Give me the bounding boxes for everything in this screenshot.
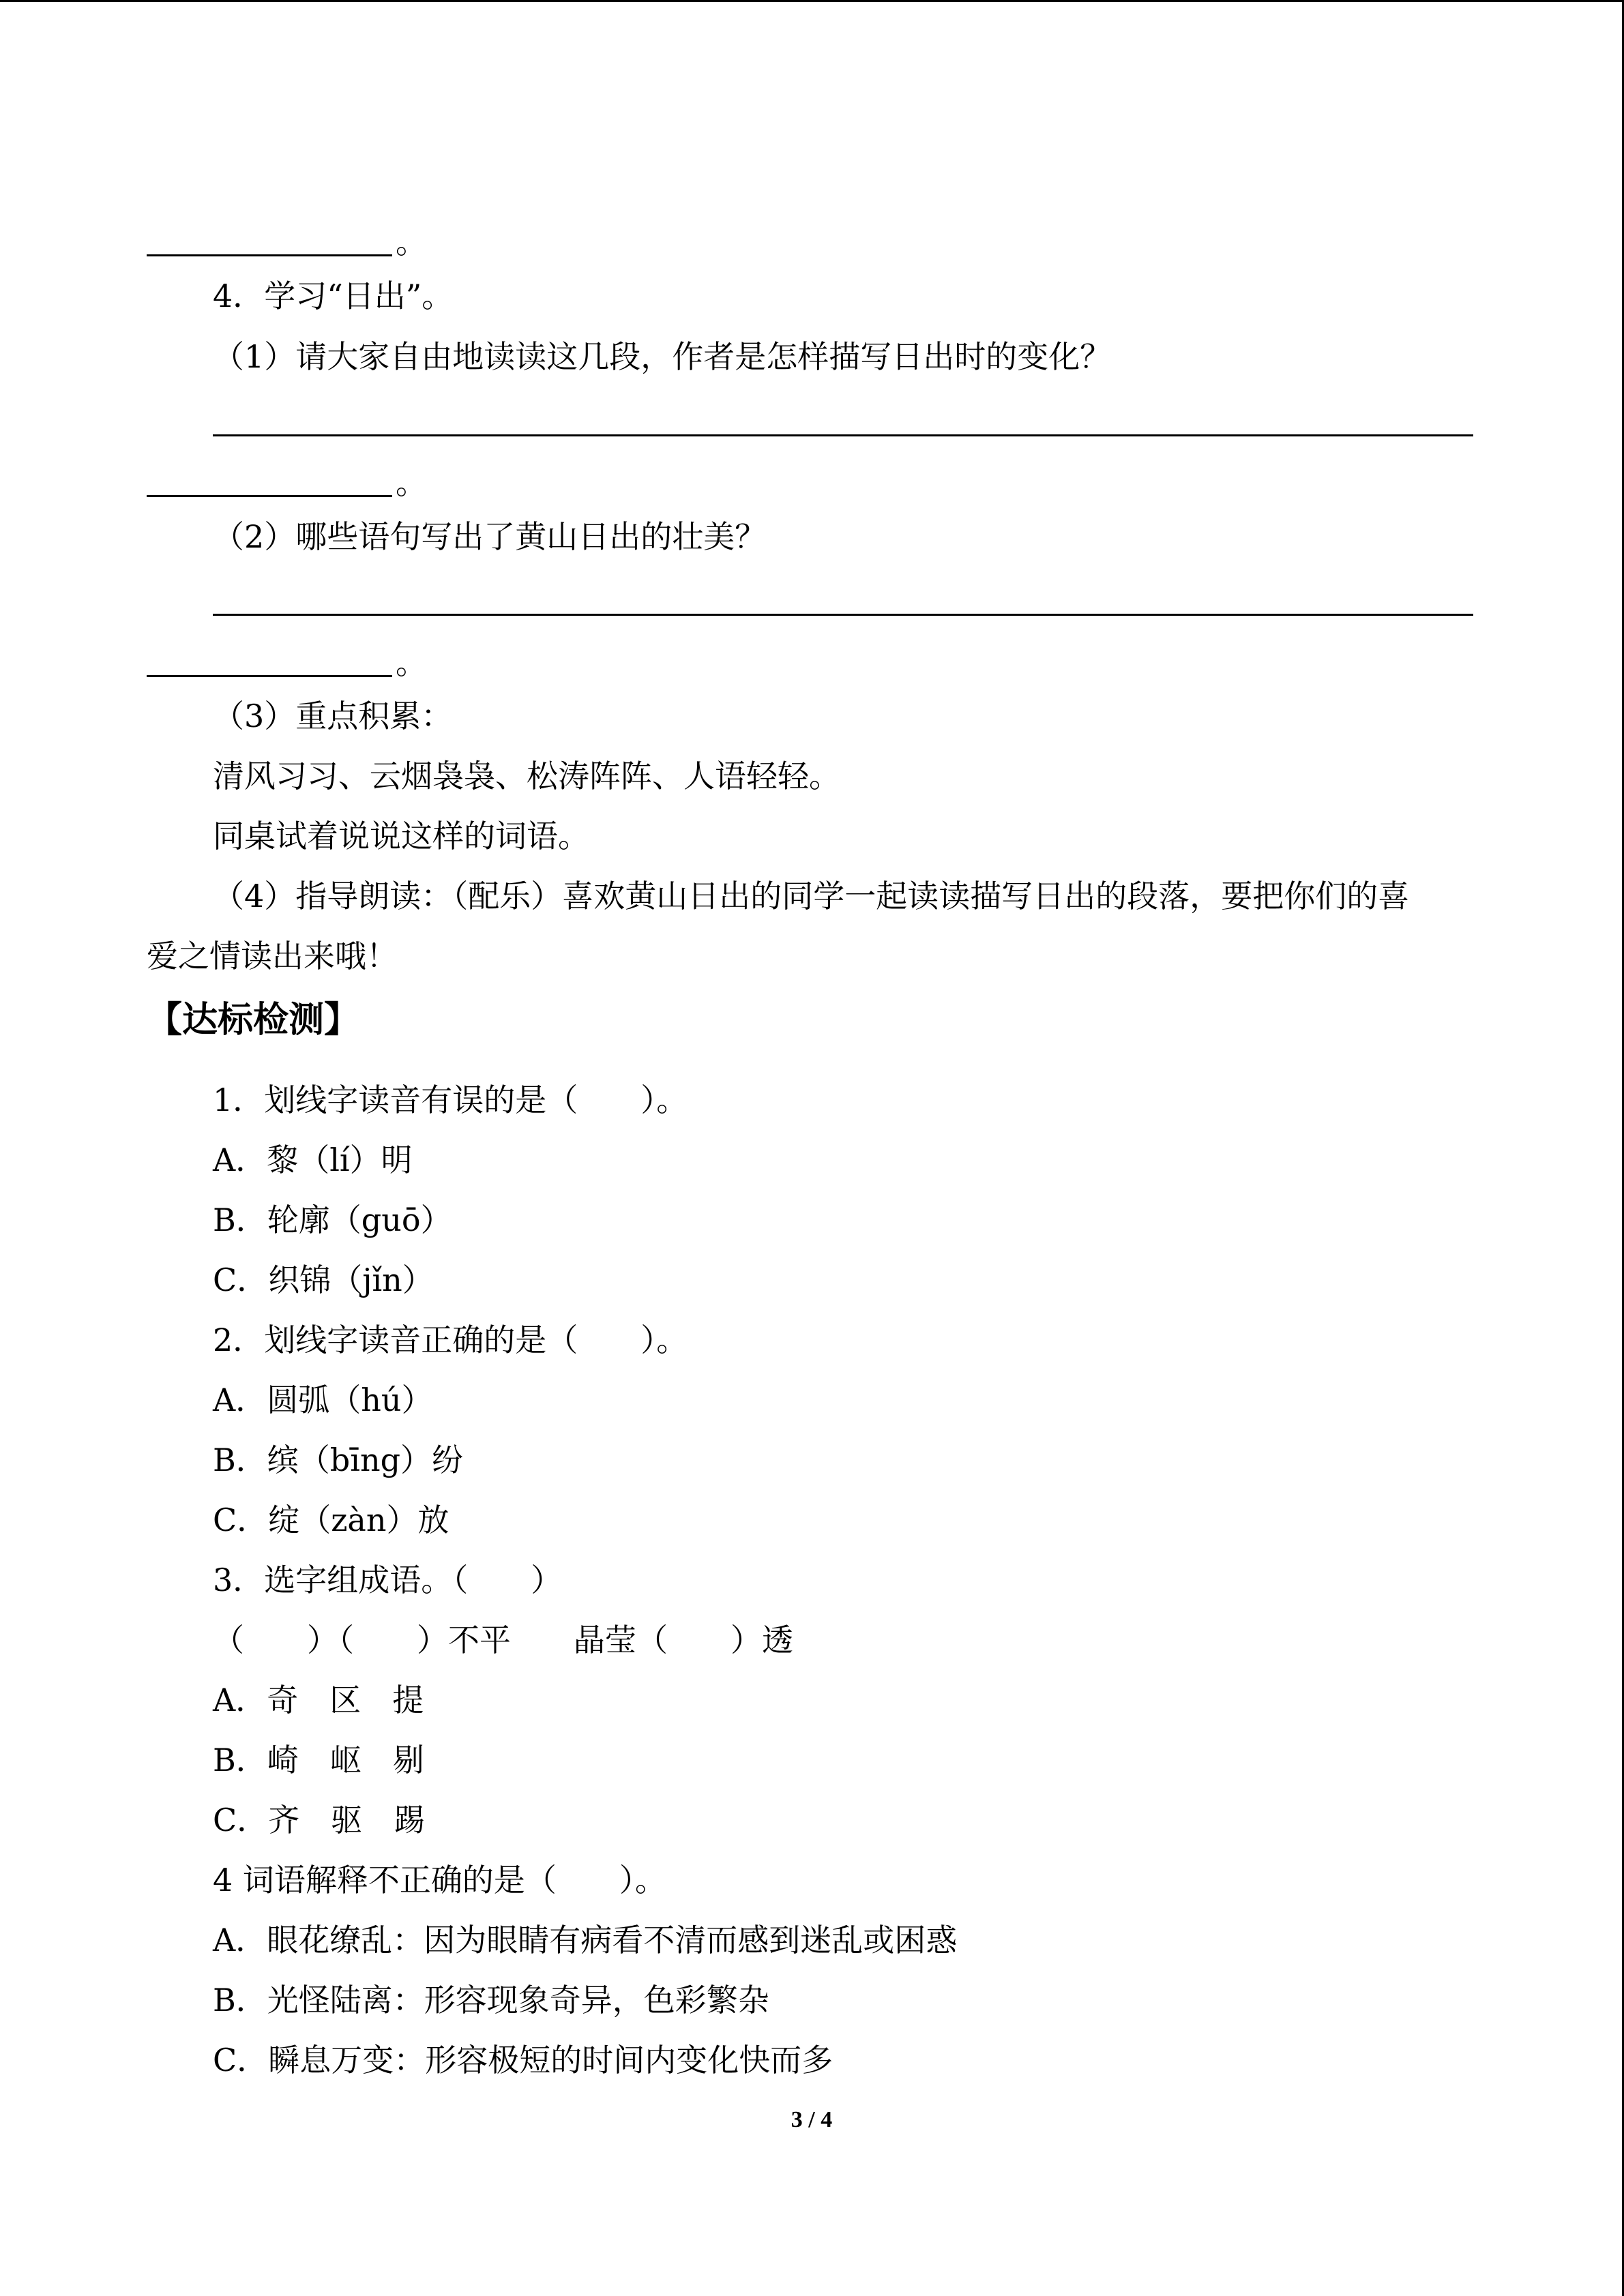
answer-end-mark: 。 — [396, 464, 427, 501]
question-4-line-1: （4）指导朗读：（配乐）喜欢黄山日出的同学一起读读描写日出的段落，要把你们的喜 — [213, 878, 1410, 914]
test-q3: 3．选字组成语。（ ） — [213, 1562, 563, 1598]
test-q2-option-c: C．绽（zàn）放 — [213, 1502, 449, 1538]
page-number: 3 / 4 — [791, 2107, 833, 2132]
test-q3-option-a: A．奇 区 提 — [213, 1682, 424, 1718]
test-q1-option-c: C．织锦（jǐn） — [213, 1262, 434, 1298]
page-border-top — [0, 0, 1624, 2]
test-q2-option-b: B．缤（bīng）纷 — [213, 1442, 464, 1478]
question-3-title: （3）重点积累： — [213, 698, 453, 734]
question-2: （2）哪些语句写出了黄山日出的壮美？ — [213, 518, 767, 555]
answer-line[interactable] — [147, 495, 392, 497]
answer-end-mark: 。 — [396, 224, 427, 260]
test-q2: 2．划线字读音正确的是（ ）。 — [213, 1322, 688, 1358]
question-3-task: 同桌试着说说这样的词语。 — [213, 818, 589, 854]
question-3-words: 清风习习、云烟袅袅、松涛阵阵、人语轻轻。 — [213, 758, 840, 794]
test-q1-option-a: A．黎（lí）明 — [213, 1142, 413, 1178]
answer-line[interactable] — [213, 614, 1473, 616]
test-q4-option-b: B．光怪陆离：形容现象奇异，色彩繁杂 — [213, 1982, 769, 2018]
test-q3-stem: （ ）（ ）不平 晶莹（ ）透 — [213, 1622, 793, 1658]
question-4-line-2: 爱之情读出来哦！ — [147, 938, 398, 974]
answer-line[interactable] — [147, 675, 392, 677]
test-q4-option-a: A．眼花缭乱：因为眼睛有病看不清而感到迷乱或困惑 — [213, 1922, 958, 1958]
answer-line[interactable] — [213, 434, 1473, 436]
question-1: （1）请大家自由地读读这几段，作者是怎样描写日出时的变化？ — [213, 338, 1112, 375]
test-q3-option-b: B．崎 岖 剔 — [213, 1742, 424, 1778]
test-q1-option-b: B．轮廓（guō） — [213, 1202, 452, 1238]
answer-end-mark: 。 — [396, 644, 427, 681]
test-q4: 4 词语解释不正确的是（ ）。 — [213, 1862, 666, 1898]
test-q4-option-c: C．瞬息万变：形容极短的时间内变化快而多 — [213, 2042, 833, 2078]
section-4-title: 4．学习“日出”。 — [213, 278, 454, 314]
test-q2-option-a: A．圆弧（hú） — [213, 1382, 433, 1418]
section-heading: 【达标检测】 — [147, 1000, 360, 1041]
test-q1: 1．划线字读音有误的是（ ）。 — [213, 1082, 688, 1118]
answer-line[interactable] — [147, 254, 392, 256]
test-q3-option-c: C．齐 驱 踢 — [213, 1802, 426, 1838]
